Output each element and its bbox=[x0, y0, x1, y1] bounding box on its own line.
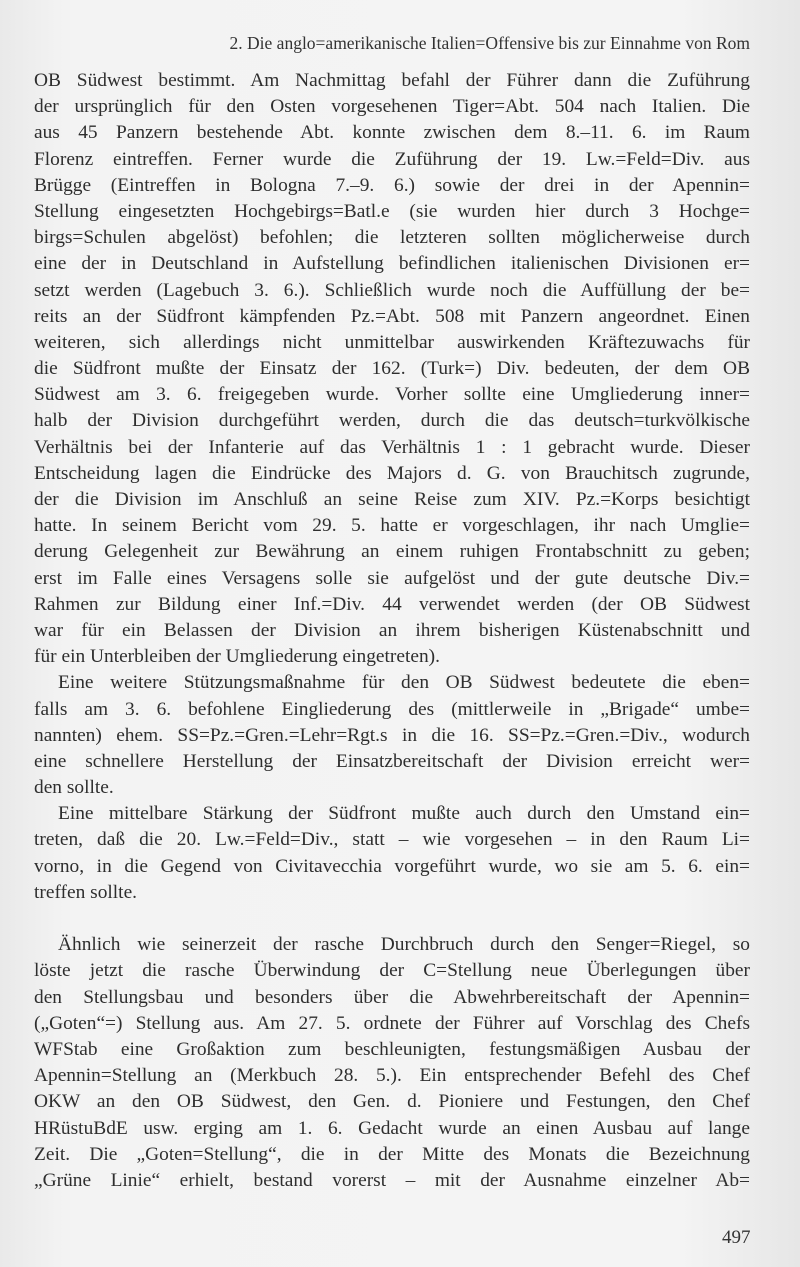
text-line: Rahmen zur Bildung einer Inf.=Div. 44 verwendet werden (der OB Südwest bbox=[34, 593, 750, 615]
text-line: vorno, in die Gegend von Civitavecchia vorgeführt wurde, wo sie am 5. 6. ein= bbox=[34, 855, 750, 877]
body-text bbox=[34, 68, 750, 1194]
text-line: „Grüne Linie“ erhielt, bestand vorerst – mit der Ausnahme einzelner Ab= bbox=[34, 1169, 750, 1191]
text-line: derung Gelegenheit zur Bewährung an einem ruhigen Frontabschnitt zu geben; bbox=[34, 541, 750, 563]
text-line: für ein Unterbleiben der Umgliederung eingetreten). bbox=[34, 646, 440, 668]
text-line: HRüstuBdE usw. erging am 1. 6. Gedacht wurde an einen Ausbau auf lange bbox=[34, 1117, 750, 1139]
text-line: Eine weitere Stützungsmaßnahme für den OB Südwest bedeutete die eben= bbox=[58, 672, 750, 694]
text-line: OKW an den OB Südwest, den Gen. d. Pioniere und Festungen, den Chef bbox=[34, 1091, 750, 1113]
text-line: die Südfront mußte der Einsatz der 162. (Turk=) Div. bedeuten, der dem OB bbox=[34, 358, 750, 380]
text-line: setzt werden (Lagebuch 3. 6.). Schließlich wurde noch die Auffüllung der be= bbox=[34, 279, 750, 301]
text-line: OB Südwest bestimmt. Am Nachmittag befahl der Führer dann die Zuführung bbox=[34, 70, 750, 91]
paragraph bbox=[34, 670, 750, 801]
text-line: falls am 3. 6. befohlene Eingliederung des (mittlerweile in „Brigade“ umbe= bbox=[34, 698, 750, 720]
paragraph bbox=[34, 801, 750, 906]
text-line: aus 45 Panzern bestehende Abt. konnte zwischen dem 8.–11. 6. im Raum bbox=[34, 122, 750, 144]
text-line: eine schnellere Herstellung der Einsatzbereitschaft der Division erreicht wer= bbox=[34, 750, 750, 772]
text-line: WFStab eine Großaktion zum beschleunigten, festungsmäßigen Ausbau der bbox=[34, 1038, 750, 1060]
text-line: treten, daß die 20. Lw.=Feld=Div., statt – wie vorgesehen – in den Raum Li= bbox=[34, 829, 750, 851]
text-line: birgs=Schulen abgelöst) befohlen; die letzteren sollten möglicherweise durch bbox=[34, 227, 750, 249]
text-line: Eine mittelbare Stärkung der Südfront mußte auch durch den Umstand ein= bbox=[58, 803, 750, 825]
text-line: Zeit. Die „Goten=Stellung“, die in der Mitte des Monats die Bezeichnung bbox=[34, 1143, 750, 1165]
text-line: eine der in Deutschland in Aufstellung befindlichen italienischen Divisionen er= bbox=[34, 253, 750, 275]
text-line: Verhältnis bei der Infanterie auf das Verhältnis 1 : 1 gebracht wurde. Dieser bbox=[34, 436, 750, 458]
text-line: den sollte. bbox=[34, 777, 114, 799]
text-line: Florenz eintreffen. Ferner wurde die Zuführung der 19. Lw.=Feld=Div. aus bbox=[34, 148, 750, 170]
text-line: Entscheidung lagen die Eindrücke des Majors d. G. von Brauchitsch zugrunde, bbox=[34, 462, 750, 484]
text-line: weiteren, sich allerdings nicht unmittelbar auswirkenden Kräftezuwachs für bbox=[34, 331, 750, 353]
text-line: nannten) ehem. SS=Pz.=Gren.=Lehr=Rgt.s in die 16. SS=Pz.=Gren.=Div., wodurch bbox=[34, 724, 750, 746]
text-line: der die Division im Anschluß an seine Reise zum XIV. Pz.=Korps besichtigt bbox=[34, 489, 750, 510]
text-line: erst im Falle eines Versagens solle sie aufgelöst und der gute deutsche Div.= bbox=[34, 567, 750, 589]
text-line: („Goten“=) Stellung aus. Am 27. 5. ordnete der Führer auf Vorschlag des Chefs bbox=[34, 1012, 750, 1034]
text-line: löste jetzt die rasche Überwindung der C=Stellung neue Überlegungen über bbox=[34, 960, 750, 982]
text-line: Südwest am 3. 6. freigegeben wurde. Vorher sollte eine Umgliederung inner= bbox=[34, 384, 750, 406]
text-line: den Stellungsbau und besonders über die Abwehrbereitschaft der Apennin= bbox=[34, 986, 750, 1008]
paragraph bbox=[34, 68, 750, 670]
text-line: reits an der Südfront kämpfenden Pz.=Abt. 508 mit Panzern angeordnet. Einen bbox=[34, 305, 750, 327]
text-line: Brügge (Eintreffen in Bologna 7.–9. 6.) sowie der drei in der Apennin= bbox=[34, 174, 750, 196]
text-line: Apennin=Stellung an (Merkbuch 28. 5.). Ein entsprechender Befehl des Chef bbox=[34, 1065, 750, 1087]
text-line: der ursprünglich für den Osten vorgesehenen Tiger=Abt. 504 nach Italien. Die bbox=[34, 96, 750, 118]
text-line: hatte. In seinem Bericht vom 29. 5. hatte er vorgeschlagen, ihr nach Umglie= bbox=[34, 515, 750, 537]
text-line: halb der Division durchgeführt werden, durch die das deutsch=turkvölkische bbox=[34, 410, 750, 432]
text-line: war für ein Belassen der Division an ihrem bisherigen Küstenabschnitt und bbox=[34, 619, 750, 641]
page-number: 497 bbox=[722, 1227, 751, 1248]
paragraph bbox=[34, 932, 750, 1194]
text-line: treffen sollte. bbox=[34, 881, 138, 903]
text-line: Stellung eingesetzten Hochgebirgs=Batl.e (sie wurden hier durch 3 Hochge= bbox=[34, 200, 750, 222]
text-line: Ähnlich wie seinerzeit der rasche Durchbruch durch den Senger=Riegel, so bbox=[58, 934, 750, 956]
section-break bbox=[34, 906, 750, 932]
running-header: 2. Die anglo=amerikanische Italien=Offensive bis zur Einnahme von Rom bbox=[229, 33, 750, 53]
